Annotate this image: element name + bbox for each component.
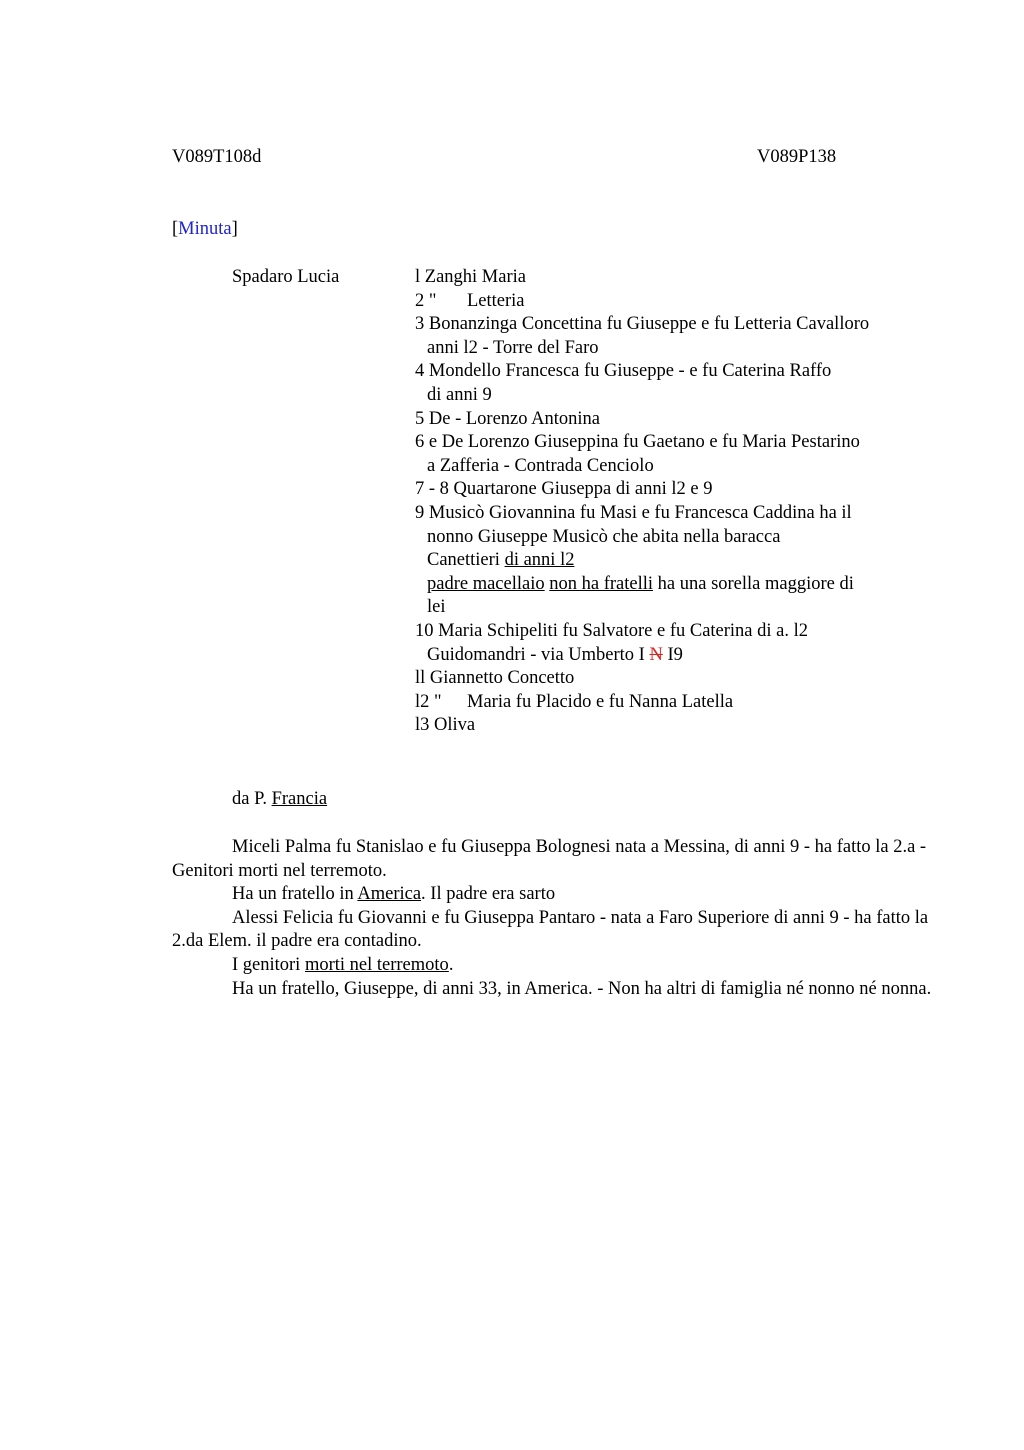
source-prefix: da P.: [232, 789, 272, 809]
document-code-right: V089P138: [757, 147, 837, 167]
list-item: 10 Maria Schipeliti fu Salvatore e fu Caterina di a. l2: [415, 620, 809, 641]
list-item-continuation: a Zafferia - Contrada Cenciolo: [427, 455, 654, 476]
list-item-continuation: [415, 573, 935, 597]
list-item: l Zanghi Maria: [415, 267, 526, 287]
list-item: l3 Oliva: [415, 715, 476, 736]
list-item-continuation: lei: [427, 597, 446, 618]
list-text: Letteria: [467, 290, 525, 311]
list-item: 5 De - Lorenzo Antonina: [415, 408, 600, 429]
document-code-left: V089T108d: [172, 147, 262, 167]
list-number: l2 ": [415, 691, 442, 712]
list-text: ha una sorella maggiore di: [653, 573, 854, 594]
list-text: Guidomandri - via Umberto I: [427, 644, 650, 665]
paragraph-text: Ha un fratello in: [232, 884, 358, 905]
bracket-close: ]: [231, 219, 238, 239]
name-list: [415, 266, 935, 738]
underlined-text: morti nel terremoto: [304, 954, 449, 975]
struck-text: N: [649, 644, 663, 665]
list-item-continuation: nonno Giuseppe Musicò che abita nella baracca: [427, 526, 781, 547]
list-item-continuation: anni l2 - Torre del Faro: [427, 337, 599, 358]
list-text: Maria fu Placido e fu Nanna Latella: [467, 691, 734, 712]
list-item: 3 Bonanzinga Concettina fu Giuseppe e fu Letteria Cavalloro: [415, 314, 870, 335]
notes-body: [172, 836, 932, 1001]
source-line: [232, 788, 327, 812]
list-item: 9 Musicò Giovannina fu Masi e fu Francesca Caddina ha il: [415, 502, 852, 523]
paragraph: Miceli Palma fu Stanislao e fu Giuseppa Bolognesi nata a Messina, di anni 9 - ha fatto la 2.a - Genitori morti nel terremoto.: [172, 837, 927, 881]
paragraph-text: . Il padre era sarto: [421, 884, 556, 905]
annotation-minuta: [172, 218, 238, 242]
underlined-text: di anni l2: [504, 550, 575, 571]
list-text: Canettieri: [427, 550, 505, 571]
list-item: 6 e De Lorenzo Giuseppina fu Gaetano e fu Maria Pestarino: [415, 432, 860, 453]
list-item-continuation: [415, 644, 935, 668]
underlined-text: non ha fratelli: [549, 573, 654, 594]
list-item: 7 - 8 Quartarone Giuseppa di anni l2 e 9: [415, 479, 713, 500]
paragraph: Alessi Felicia fu Giovanni e fu Giuseppa Pantaro - nata a Faro Superiore di anni 9 - ha fatto la 2.da Elem. il padre era contadino.: [172, 907, 929, 952]
paragraph-text: .: [448, 954, 454, 975]
student-name: Spadaro Lucia: [232, 267, 340, 287]
bracket-open: [: [172, 219, 179, 239]
minuta-label: Minuta: [178, 219, 232, 239]
list-item: ll Giannetto Concetto: [415, 668, 575, 689]
source-name: Francia: [271, 789, 328, 809]
underlined-text: padre macellaio: [427, 573, 545, 594]
paragraph: [172, 883, 932, 907]
paragraph: [172, 954, 932, 978]
paragraph-text: I genitori: [232, 954, 305, 975]
list-item: [415, 290, 935, 314]
list-text: I9: [662, 644, 683, 665]
paragraph: Ha un fratello, Giuseppe, di anni 33, in America. - Non ha altri di famiglia né nonno né nonna.: [232, 978, 932, 999]
list-number: 2 ": [415, 290, 437, 311]
list-item: [415, 691, 935, 715]
list-item-continuation: di anni 9: [427, 384, 492, 405]
list-item: 4 Mondello Francesca fu Giuseppe - e fu Caterina Raffo: [415, 361, 832, 382]
list-item-continuation: [415, 549, 935, 573]
underlined-text: America: [357, 884, 422, 905]
